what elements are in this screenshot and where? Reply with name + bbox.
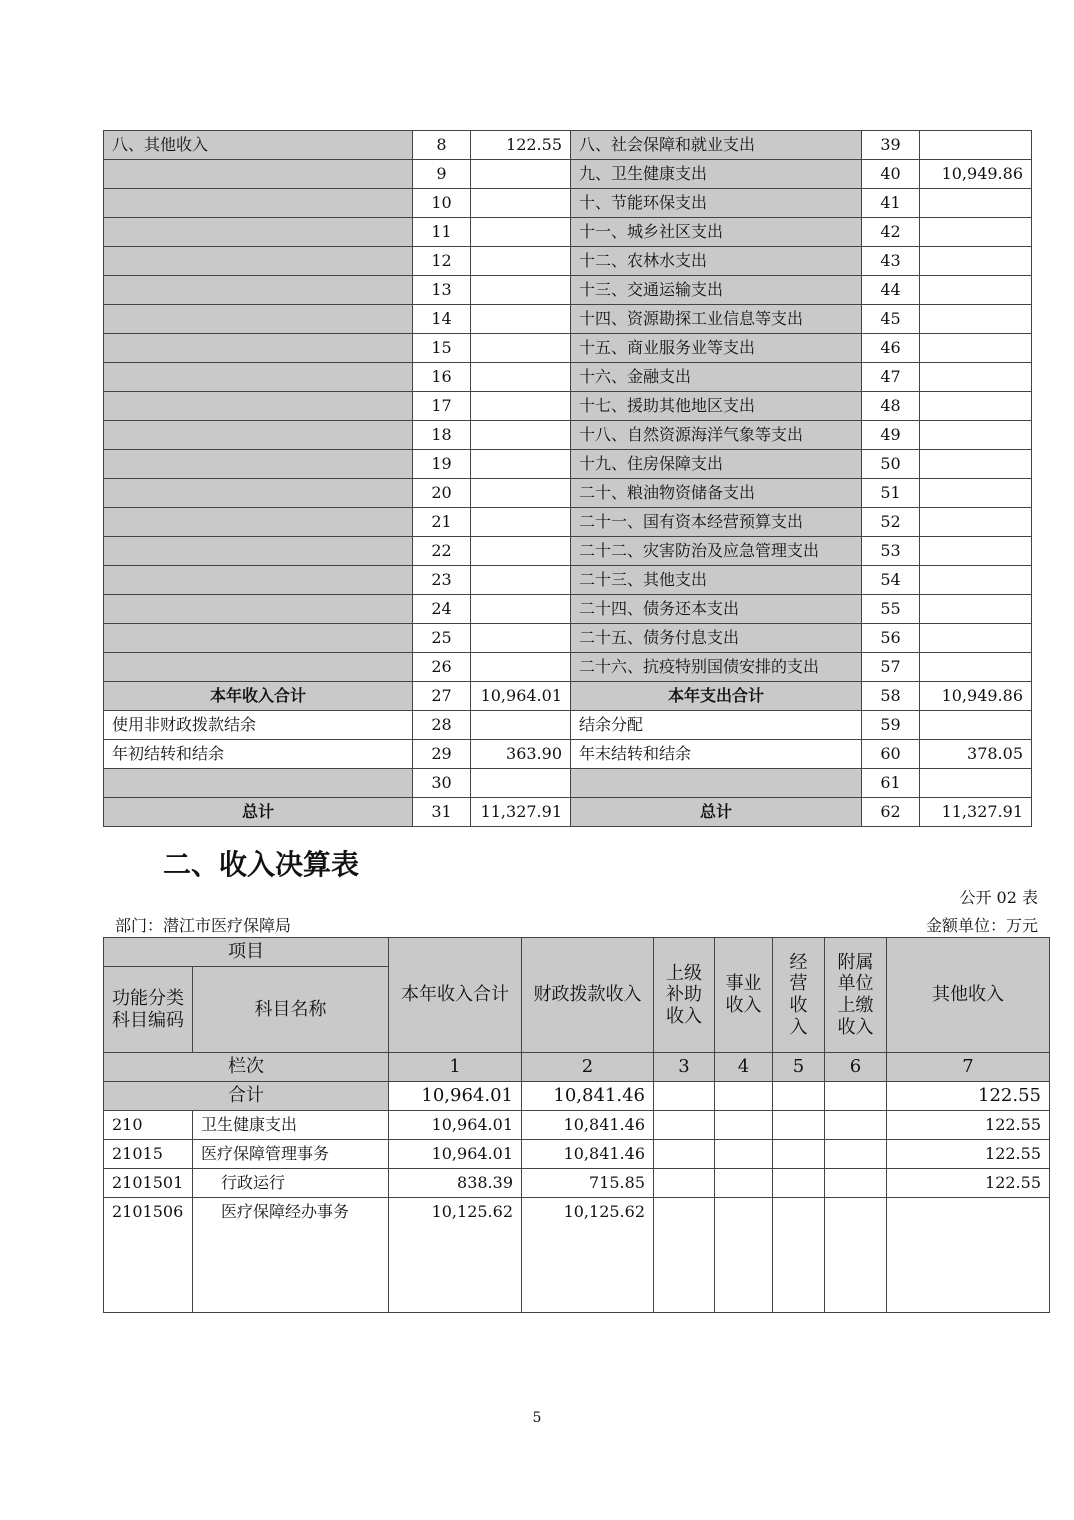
expense-line-no: 42 <box>862 218 920 247</box>
expense-line-no: 41 <box>862 189 920 218</box>
expense-line-no: 49 <box>862 421 920 450</box>
income-item-label <box>104 595 413 624</box>
expense-amount <box>920 595 1032 624</box>
row-total-income: 10,964.01 <box>389 1111 522 1140</box>
subject-name: 医疗保障管理事务 <box>193 1140 389 1169</box>
income-line-no: 22 <box>413 537 471 566</box>
header-item: 项目 <box>104 938 389 967</box>
summary-row <box>104 479 1032 508</box>
income-total-line-no: 27 <box>413 682 471 711</box>
expense-amount <box>920 363 1032 392</box>
income-line-no: 10 <box>413 189 471 218</box>
row-superior-income <box>654 1198 715 1313</box>
income-item-label <box>104 363 413 392</box>
expense-item-label: 二十二、灾害防治及应急管理支出 <box>571 537 862 566</box>
income-line-no: 18 <box>413 421 471 450</box>
expense-item-label: 二十四、债务还本支出 <box>571 595 862 624</box>
income-item-label <box>104 537 413 566</box>
income-amount <box>471 189 571 218</box>
expense-amount <box>920 247 1032 276</box>
row-other-income: 122.55 <box>887 1140 1050 1169</box>
expense-item-label: 二十三、其他支出 <box>571 566 862 595</box>
income-total-amount: 10,964.01 <box>471 682 571 711</box>
expense-amount <box>920 653 1032 682</box>
income-item-label <box>104 769 413 798</box>
summary-row <box>104 537 1032 566</box>
row-operating-income <box>773 1111 825 1140</box>
expense-total-label: 本年支出合计 <box>571 682 862 711</box>
expense-item-label: 十六、金融支出 <box>571 363 862 392</box>
row-other-income <box>887 1198 1050 1313</box>
row-superior-income <box>654 1140 715 1169</box>
summary-row <box>104 740 1032 769</box>
total-fiscal-value: 10,841.46 <box>522 1082 654 1111</box>
row-operating-income <box>773 1169 825 1198</box>
summary-row <box>104 189 1032 218</box>
income-amount <box>471 421 571 450</box>
income-total-label: 本年收入合计 <box>104 682 413 711</box>
expense-item-label: 九、卫生健康支出 <box>571 160 862 189</box>
income-line-no: 15 <box>413 334 471 363</box>
table-row <box>104 1169 1050 1198</box>
subject-code: 2101501 <box>104 1169 193 1198</box>
row-operating-income <box>773 1140 825 1169</box>
income-amount <box>471 160 571 189</box>
total-operating-value <box>773 1082 825 1111</box>
expense-amount: 10,949.86 <box>920 160 1032 189</box>
row-fiscal-income: 10,841.46 <box>522 1140 654 1169</box>
expense-line-no: 40 <box>862 160 920 189</box>
income-line-no: 9 <box>413 160 471 189</box>
income-item-label <box>104 276 413 305</box>
subject-name: 医疗保障经办事务 <box>193 1198 389 1313</box>
row-affiliated-income <box>825 1169 887 1198</box>
summary-row <box>104 769 1032 798</box>
total-other-value: 122.55 <box>887 1082 1050 1111</box>
expense-line-no: 54 <box>862 566 920 595</box>
income-item-label: 八、其他收入 <box>104 131 413 160</box>
summary-row <box>104 305 1032 334</box>
income-line-no: 16 <box>413 363 471 392</box>
summary-total-row <box>104 682 1032 711</box>
row-affiliated-income <box>825 1198 887 1313</box>
row-affiliated-income <box>825 1140 887 1169</box>
income-line-no: 19 <box>413 450 471 479</box>
income-line-no: 21 <box>413 508 471 537</box>
row-other-income: 122.55 <box>887 1111 1050 1140</box>
income-amount <box>471 363 571 392</box>
expense-amount <box>920 624 1032 653</box>
income-line-no: 23 <box>413 566 471 595</box>
grand-total-right-line-no: 62 <box>862 798 920 827</box>
income-item-label <box>104 624 413 653</box>
income-item-label <box>104 247 413 276</box>
expense-amount <box>920 276 1032 305</box>
expense-line-no: 43 <box>862 247 920 276</box>
expense-item-label: 二十六、抗疫特别国债安排的支出 <box>571 653 862 682</box>
expense-amount <box>920 711 1032 740</box>
income-amount <box>471 276 571 305</box>
header-column-no: 栏次 <box>104 1053 389 1082</box>
expense-item-label: 二十、粮油物资储备支出 <box>571 479 862 508</box>
income-line-no: 13 <box>413 276 471 305</box>
income-line-no: 20 <box>413 479 471 508</box>
income-item-label <box>104 305 413 334</box>
header-business: 事业收入 <box>715 938 773 1053</box>
department-label: 部门：潜江市医疗保障局 <box>115 916 292 935</box>
grand-total-right-label: 总计 <box>571 798 862 827</box>
income-amount: 363.90 <box>471 740 571 769</box>
expense-amount: 378.05 <box>920 740 1032 769</box>
page-number: 5 <box>532 1410 542 1426</box>
summary-row <box>104 624 1032 653</box>
income-item-label <box>104 218 413 247</box>
income-amount: 122.55 <box>471 131 571 160</box>
income-total-row <box>104 1082 1050 1111</box>
expense-amount <box>920 421 1032 450</box>
total-income-value: 10,964.01 <box>389 1082 522 1111</box>
income-final-accounts-table <box>103 937 1050 1313</box>
expense-item-label: 十三、交通运输支出 <box>571 276 862 305</box>
table-row <box>104 1140 1050 1169</box>
expense-item-label: 八、社会保障和就业支出 <box>571 131 862 160</box>
summary-row <box>104 450 1032 479</box>
summary-grand-total-row <box>104 798 1032 827</box>
summary-table-body <box>104 131 1032 827</box>
column-number: 4 <box>715 1053 773 1082</box>
grand-total-right-amount: 11,327.91 <box>920 798 1032 827</box>
summary-row <box>104 595 1032 624</box>
header-affiliated: 附属单位上缴收入 <box>825 938 887 1053</box>
total-affiliated-value <box>825 1082 887 1111</box>
income-amount <box>471 711 571 740</box>
summary-row <box>104 218 1032 247</box>
subject-name: 行政运行 <box>193 1169 389 1198</box>
expense-item-label: 十一、城乡社区支出 <box>571 218 862 247</box>
row-superior-income <box>654 1169 715 1198</box>
row-fiscal-income: 10,841.46 <box>522 1111 654 1140</box>
income-amount <box>471 537 571 566</box>
income-amount <box>471 566 571 595</box>
summary-row <box>104 421 1032 450</box>
income-line-no: 24 <box>413 595 471 624</box>
row-fiscal-income: 715.85 <box>522 1169 654 1198</box>
header-other: 其他收入 <box>887 938 1050 1053</box>
row-operating-income <box>773 1198 825 1313</box>
income-item-label <box>104 653 413 682</box>
summary-row <box>104 334 1032 363</box>
income-amount <box>471 624 571 653</box>
expense-total-line-no: 58 <box>862 682 920 711</box>
income-item-label <box>104 421 413 450</box>
row-business-income <box>715 1169 773 1198</box>
income-line-no: 30 <box>413 769 471 798</box>
column-number: 2 <box>522 1053 654 1082</box>
column-number: 1 <box>389 1053 522 1082</box>
expense-line-no: 60 <box>862 740 920 769</box>
income-amount <box>471 218 571 247</box>
summary-row <box>104 160 1032 189</box>
income-amount <box>471 247 571 276</box>
expense-amount <box>920 131 1032 160</box>
column-number-row <box>104 1053 1050 1082</box>
income-amount <box>471 305 571 334</box>
summary-row <box>104 247 1032 276</box>
expense-amount <box>920 537 1032 566</box>
expense-amount <box>920 508 1032 537</box>
income-table-body <box>104 1111 1050 1313</box>
total-label: 合计 <box>104 1082 389 1111</box>
income-expense-summary-table <box>103 130 1032 827</box>
expense-amount <box>920 769 1032 798</box>
income-item-label <box>104 566 413 595</box>
income-line-no: 17 <box>413 392 471 421</box>
summary-row <box>104 131 1032 160</box>
income-amount <box>471 392 571 421</box>
expense-line-no: 53 <box>862 537 920 566</box>
table-code: 公开 02 表 <box>959 888 1038 907</box>
expense-line-no: 61 <box>862 769 920 798</box>
income-amount <box>471 479 571 508</box>
subject-code: 2101506 <box>104 1198 193 1313</box>
header-fiscal: 财政拨款收入 <box>522 938 654 1053</box>
subject-name: 卫生健康支出 <box>193 1111 389 1140</box>
expense-item-label: 十、节能环保支出 <box>571 189 862 218</box>
expense-line-no: 56 <box>862 624 920 653</box>
summary-row <box>104 508 1032 537</box>
expense-line-no: 55 <box>862 595 920 624</box>
income-item-label <box>104 508 413 537</box>
expense-amount <box>920 392 1032 421</box>
expense-line-no: 46 <box>862 334 920 363</box>
income-line-no: 28 <box>413 711 471 740</box>
income-line-no: 25 <box>413 624 471 653</box>
table-row <box>104 1198 1050 1313</box>
header-superior: 上级补助收入 <box>654 938 715 1053</box>
expense-amount <box>920 479 1032 508</box>
grand-total-left-label: 总计 <box>104 798 413 827</box>
income-line-no: 11 <box>413 218 471 247</box>
grand-total-left-amount: 11,327.91 <box>471 798 571 827</box>
summary-row <box>104 392 1032 421</box>
row-fiscal-income: 10,125.62 <box>522 1198 654 1313</box>
summary-row <box>104 276 1032 305</box>
expense-line-no: 59 <box>862 711 920 740</box>
expense-line-no: 39 <box>862 131 920 160</box>
header-name: 科目名称 <box>193 967 389 1053</box>
summary-row <box>104 711 1032 740</box>
expense-line-no: 48 <box>862 392 920 421</box>
total-business-value <box>715 1082 773 1111</box>
income-line-no: 14 <box>413 305 471 334</box>
expense-item-label <box>571 769 862 798</box>
income-item-label <box>104 479 413 508</box>
header-code: 功能分类科目编码 <box>104 967 193 1053</box>
income-amount <box>471 595 571 624</box>
expense-total-amount: 10,949.86 <box>920 682 1032 711</box>
expense-item-label: 二十五、债务付息支出 <box>571 624 862 653</box>
income-line-no: 29 <box>413 740 471 769</box>
row-total-income: 10,964.01 <box>389 1140 522 1169</box>
column-number: 5 <box>773 1053 825 1082</box>
expense-amount <box>920 189 1032 218</box>
column-number: 3 <box>654 1053 715 1082</box>
expense-amount <box>920 305 1032 334</box>
expense-item-label: 结余分配 <box>571 711 862 740</box>
column-number: 6 <box>825 1053 887 1082</box>
income-amount <box>471 334 571 363</box>
row-business-income <box>715 1198 773 1313</box>
income-item-label <box>104 189 413 218</box>
expense-item-label: 十七、援助其他地区支出 <box>571 392 862 421</box>
row-total-income: 10,125.62 <box>389 1198 522 1313</box>
subject-code: 210 <box>104 1111 193 1140</box>
income-item-label: 使用非财政拨款结余 <box>104 711 413 740</box>
expense-line-no: 52 <box>862 508 920 537</box>
row-business-income <box>715 1140 773 1169</box>
income-line-no: 8 <box>413 131 471 160</box>
income-line-no: 12 <box>413 247 471 276</box>
subject-code: 21015 <box>104 1140 193 1169</box>
expense-amount <box>920 334 1032 363</box>
income-amount <box>471 653 571 682</box>
row-business-income <box>715 1111 773 1140</box>
expense-item-label: 十八、自然资源海洋气象等支出 <box>571 421 862 450</box>
expense-item-label: 十四、资源勘探工业信息等支出 <box>571 305 862 334</box>
income-item-label <box>104 160 413 189</box>
expense-item-label: 十二、农林水支出 <box>571 247 862 276</box>
expense-line-no: 44 <box>862 276 920 305</box>
income-amount <box>471 769 571 798</box>
total-superior-value <box>654 1082 715 1111</box>
header-total: 本年收入合计 <box>389 938 522 1053</box>
expense-item-label: 十五、商业服务业等支出 <box>571 334 862 363</box>
expense-amount <box>920 450 1032 479</box>
row-total-income: 838.39 <box>389 1169 522 1198</box>
summary-row <box>104 363 1032 392</box>
income-line-no: 26 <box>413 653 471 682</box>
expense-amount <box>920 218 1032 247</box>
section-title: 二、收入决算表 <box>163 848 360 881</box>
expense-amount <box>920 566 1032 595</box>
income-item-label <box>104 392 413 421</box>
expense-line-no: 45 <box>862 305 920 334</box>
income-amount <box>471 508 571 537</box>
row-superior-income <box>654 1111 715 1140</box>
income-amount <box>471 450 571 479</box>
column-number: 7 <box>887 1053 1050 1082</box>
expense-line-no: 47 <box>862 363 920 392</box>
header-operating: 经营收入 <box>773 938 825 1053</box>
income-item-label <box>104 334 413 363</box>
summary-row <box>104 566 1032 595</box>
expense-item-label: 二十一、国有资本经营预算支出 <box>571 508 862 537</box>
row-other-income: 122.55 <box>887 1169 1050 1198</box>
unit-label: 金额单位：万元 <box>925 916 1038 935</box>
expense-line-no: 57 <box>862 653 920 682</box>
expense-line-no: 50 <box>862 450 920 479</box>
income-item-label: 年初结转和结余 <box>104 740 413 769</box>
income-item-label <box>104 450 413 479</box>
grand-total-left-line-no: 31 <box>413 798 471 827</box>
table-row <box>104 1111 1050 1140</box>
expense-item-label: 十九、住房保障支出 <box>571 450 862 479</box>
expense-line-no: 51 <box>862 479 920 508</box>
row-affiliated-income <box>825 1111 887 1140</box>
summary-row <box>104 653 1032 682</box>
expense-item-label: 年末结转和结余 <box>571 740 862 769</box>
